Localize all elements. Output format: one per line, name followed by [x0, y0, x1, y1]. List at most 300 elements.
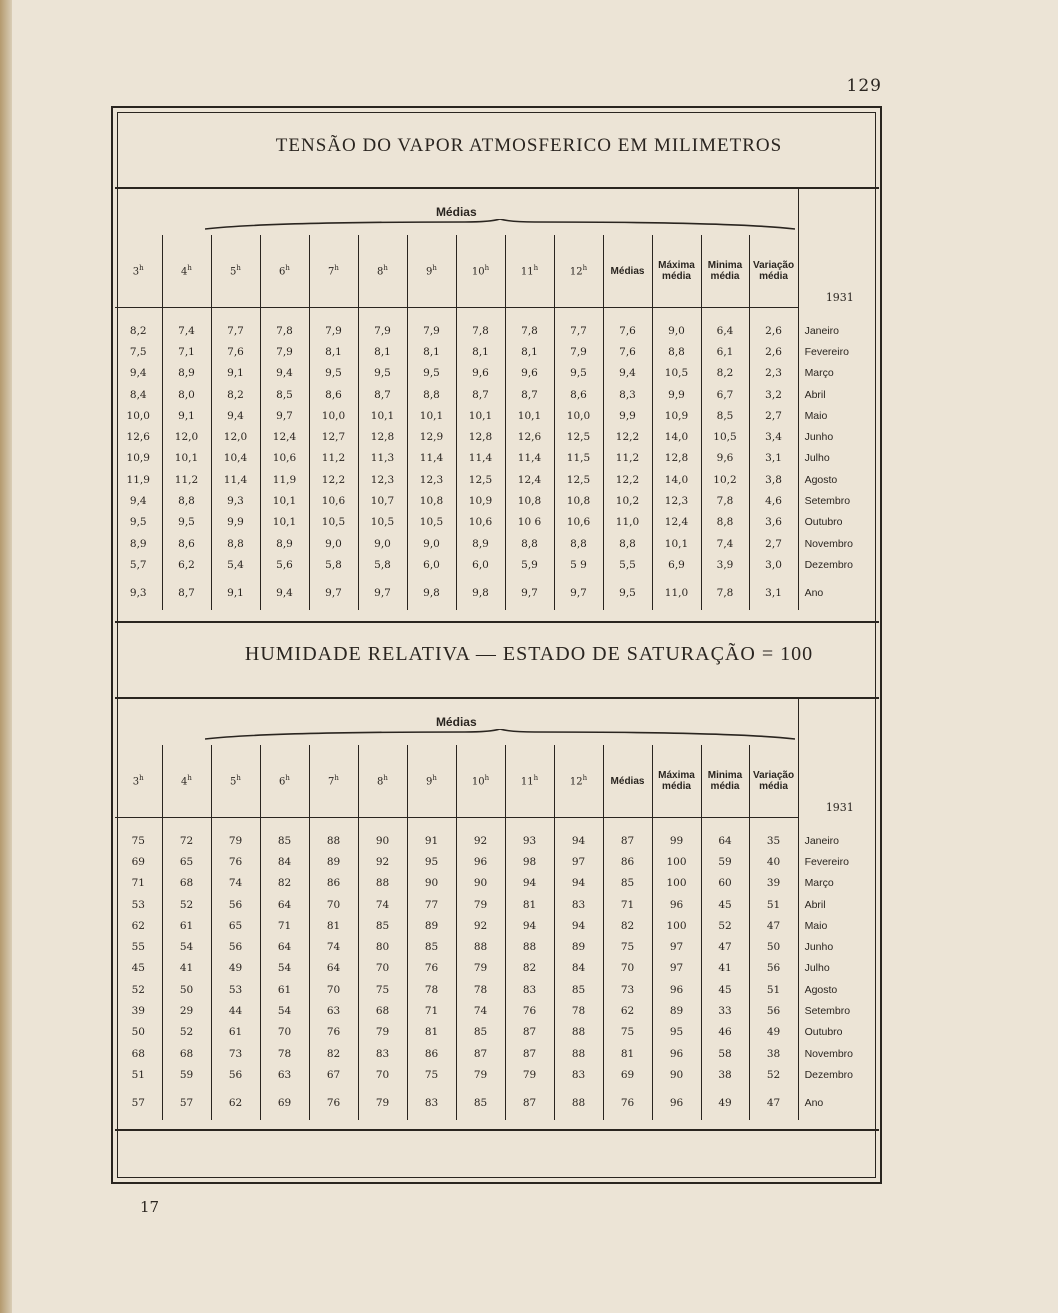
month-label: Maio — [798, 915, 881, 936]
table-cell: 7,8 — [260, 320, 309, 341]
table-cell: 70 — [603, 958, 652, 979]
table-cell: 10,4 — [211, 448, 260, 469]
table-cell: 9,6 — [456, 363, 505, 384]
table-cell: 85 — [456, 1086, 505, 1120]
table-cell: 8,6 — [309, 384, 358, 405]
month-label: Fevereiro — [798, 851, 881, 872]
table-cell: 8,9 — [162, 363, 211, 384]
table-cell: 81 — [603, 1043, 652, 1064]
table-cell: 83 — [505, 979, 554, 1000]
table-cell: 65 — [211, 915, 260, 936]
table-cell: 8,8 — [603, 533, 652, 554]
table-cell: 81 — [309, 915, 358, 936]
table-cell: 9,4 — [129, 367, 147, 380]
table-row — [115, 1022, 881, 1043]
month-label: Agosto — [798, 469, 881, 490]
table-cell: 56 — [211, 1064, 260, 1085]
table-cell: 50 — [162, 979, 211, 1000]
table-cell: 5,8 — [358, 554, 407, 575]
table-cell: 12,5 — [456, 469, 505, 490]
table-cell: 12,2 — [603, 426, 652, 447]
table-cell: 7,9 — [554, 341, 603, 362]
column-header: 7$^h$ — [309, 745, 358, 818]
table-cell: 75 — [358, 979, 407, 1000]
table-cell: 86 — [407, 1043, 456, 1064]
table-cell: 90 — [652, 1064, 701, 1085]
table-cell: 56 — [749, 1000, 798, 1021]
group-brace — [115, 219, 798, 231]
column-header: Variação média — [749, 235, 798, 308]
table-cell: 84 — [554, 958, 603, 979]
table-humidity — [115, 697, 879, 1131]
table-cell: 7,8 — [456, 320, 505, 341]
table-cell: 83 — [358, 1043, 407, 1064]
table-cell: 9,0 — [407, 533, 456, 554]
table-cell: 96 — [652, 1043, 701, 1064]
table-row — [115, 851, 881, 872]
table-cell: 11,5 — [554, 448, 603, 469]
table-cell: 79 — [358, 1022, 407, 1043]
table-row — [115, 554, 881, 575]
table-cell: 74 — [309, 936, 358, 957]
table-cell: 8,8 — [211, 533, 260, 554]
table-cell: 83 — [554, 894, 603, 915]
table-cell: 8,2 — [211, 384, 260, 405]
table-cell: 85 — [603, 873, 652, 894]
table-cell: 3,9 — [701, 554, 749, 575]
table-cell: 82 — [309, 1043, 358, 1064]
table-cell: 76 — [407, 958, 456, 979]
table-cell: 59 — [162, 1064, 211, 1085]
table-cell: 8,3 — [603, 384, 652, 405]
table-vapor — [115, 187, 879, 623]
table-row — [115, 958, 881, 979]
table-cell: 9,4 — [260, 576, 309, 610]
table-cell: 10,1 — [407, 405, 456, 426]
table-cell: 54 — [260, 958, 309, 979]
table-cell: 5,4 — [211, 554, 260, 575]
table-cell: 75 — [603, 1022, 652, 1043]
table-row — [115, 384, 881, 405]
table-cell: 3,2 — [749, 384, 798, 405]
table-cell: 8,7 — [505, 384, 554, 405]
table-cell: 85 — [260, 830, 309, 851]
table-cell: 97 — [652, 936, 701, 957]
table-cell: 72 — [162, 830, 211, 851]
table-cell: 61 — [211, 1022, 260, 1043]
table-cell: 9,5 — [162, 512, 211, 533]
table-cell: 3,1 — [749, 448, 798, 469]
table-cell: 90 — [456, 873, 505, 894]
table-row — [115, 1064, 881, 1085]
table-cell: 10,6 — [456, 512, 505, 533]
table-row — [115, 426, 881, 447]
table-cell: 56 — [211, 936, 260, 957]
table-cell: 9,5 — [358, 363, 407, 384]
month-label: Março — [798, 363, 881, 384]
table-cell: 97 — [554, 851, 603, 872]
table-cell: 7,9 — [407, 320, 456, 341]
table-cell: 87 — [505, 1086, 554, 1120]
column-header: 5$^h$ — [211, 235, 260, 308]
table-cell: 12,8 — [456, 426, 505, 447]
table-cell: 10,8 — [554, 490, 603, 511]
table-cell: 2,6 — [749, 341, 798, 362]
table-row — [115, 341, 881, 362]
table-cell: 49 — [749, 1022, 798, 1043]
table-cell: 11,4 — [456, 448, 505, 469]
table-cell: 70 — [358, 958, 407, 979]
table-cell: 94 — [554, 915, 603, 936]
table-cell: 88 — [456, 936, 505, 957]
section-title-vapor: TENSÃO DO VAPOR ATMOSFERICO EM MILIMETROS — [275, 135, 783, 156]
table-cell: 12,5 — [554, 469, 603, 490]
table-cell: 100 — [652, 873, 701, 894]
column-header: 3$^h$ — [115, 745, 162, 818]
month-label: Janeiro — [798, 830, 881, 851]
table-cell: 10,1 — [260, 512, 309, 533]
table-cell: 64 — [309, 958, 358, 979]
table-cell: 9,0 — [652, 320, 701, 341]
table-row — [115, 405, 881, 426]
table-cell: 96 — [652, 894, 701, 915]
month-label: Julho — [798, 448, 881, 469]
month-label: Maio — [798, 405, 881, 426]
table-cell: 9,8 — [407, 576, 456, 610]
table-cell: 75 — [407, 1064, 456, 1085]
table-cell: 8,4 — [129, 388, 147, 401]
table-cell: 68 — [131, 1047, 145, 1060]
column-header: 12$^h$ — [554, 235, 603, 308]
year-label: 1931 — [798, 699, 881, 818]
column-header: Máxima média — [652, 745, 701, 818]
table-cell: 49 — [701, 1086, 749, 1120]
table-cell: 69 — [131, 855, 145, 868]
table-cell: 96 — [652, 1086, 701, 1120]
table-cell: 11,9 — [260, 469, 309, 490]
table-cell: 85 — [407, 936, 456, 957]
table-cell: 84 — [260, 851, 309, 872]
page-number: 129 — [846, 76, 882, 96]
month-label: Julho — [798, 958, 881, 979]
column-header: 12$^h$ — [554, 745, 603, 818]
column-header: 3$^h$ — [115, 235, 162, 308]
table-cell: 60 — [701, 873, 749, 894]
table-cell: 9,3 — [129, 586, 147, 599]
table-cell: 41 — [701, 958, 749, 979]
column-header: 7$^h$ — [309, 235, 358, 308]
table-cell: 10,5 — [652, 363, 701, 384]
table-cell: 9,7 — [358, 576, 407, 610]
table-cell: 12,6 — [126, 431, 150, 444]
table-cell: 63 — [309, 1000, 358, 1021]
table-cell: 9,0 — [309, 533, 358, 554]
table-cell: 81 — [505, 894, 554, 915]
table-cell: 8,1 — [407, 341, 456, 362]
table-cell: 79 — [456, 894, 505, 915]
table-row — [115, 936, 881, 957]
table-cell: 10,1 — [652, 533, 701, 554]
table-cell: 10,6 — [260, 448, 309, 469]
table-cell: 10,9 — [126, 452, 150, 465]
table-cell: 78 — [260, 1043, 309, 1064]
table-cell: 14,0 — [652, 426, 701, 447]
table-cell: 8,8 — [554, 533, 603, 554]
year-label: 1931 — [798, 189, 881, 308]
table-cell: 52 — [749, 1064, 798, 1085]
table-cell: 8,8 — [407, 384, 456, 405]
table-cell: 9,1 — [211, 576, 260, 610]
month-label: Outubro — [798, 512, 881, 533]
table-cell: 79 — [358, 1086, 407, 1120]
table-cell: 9,4 — [260, 363, 309, 384]
table-cell: 83 — [407, 1086, 456, 1120]
table-cell: 6,0 — [407, 554, 456, 575]
table-cell: 5,7 — [129, 558, 147, 571]
table-cell: 10,1 — [358, 405, 407, 426]
table-cell: 10,1 — [162, 448, 211, 469]
table-cell: 89 — [309, 851, 358, 872]
month-label: Março — [798, 873, 881, 894]
column-header: 6$^h$ — [260, 745, 309, 818]
table-cell: 83 — [554, 1064, 603, 1085]
table-cell: 12,4 — [505, 469, 554, 490]
table-cell: 12,6 — [505, 426, 554, 447]
table-cell: 2,6 — [749, 320, 798, 341]
table-cell: 76 — [603, 1086, 652, 1120]
table-cell: 10,8 — [407, 490, 456, 511]
month-label: Setembro — [798, 1000, 881, 1021]
column-header: 8$^h$ — [358, 745, 407, 818]
table-cell: 94 — [554, 830, 603, 851]
table-cell: 9,9 — [603, 405, 652, 426]
table-cell: 12,4 — [652, 512, 701, 533]
table-cell: 11,0 — [652, 576, 701, 610]
table-cell: 64 — [701, 830, 749, 851]
table-cell: 8,0 — [162, 384, 211, 405]
table-cell: 10,9 — [456, 490, 505, 511]
table-cell: 38 — [701, 1064, 749, 1085]
section-title-humidity: HUMIDADE RELATIVA — ESTADO DE SATURAÇÃO = 100 — [244, 643, 814, 665]
table-cell: 100 — [652, 915, 701, 936]
table-cell: 76 — [211, 851, 260, 872]
table-row — [115, 830, 881, 851]
table-cell: 61 — [162, 915, 211, 936]
column-header: Médias — [603, 235, 652, 308]
table-cell: 6,1 — [701, 341, 749, 362]
table-cell: 9,5 — [603, 576, 652, 610]
table-cell: 3,1 — [749, 576, 798, 610]
table-cell: 74 — [211, 873, 260, 894]
table-cell: 99 — [652, 830, 701, 851]
table-cell: 10,2 — [701, 469, 749, 490]
table-cell: 12,2 — [309, 469, 358, 490]
table-cell: 8,5 — [260, 384, 309, 405]
table-cell: 10,5 — [407, 512, 456, 533]
table-cell: 9,4 — [603, 363, 652, 384]
table-cell: 62 — [211, 1086, 260, 1120]
table-cell: 11,4 — [211, 469, 260, 490]
column-header: Minima média — [701, 235, 749, 308]
table-cell: 10,5 — [309, 512, 358, 533]
table-cell: 7,4 — [162, 320, 211, 341]
table-cell: 75 — [603, 936, 652, 957]
column-header: Máxima média — [652, 235, 701, 308]
group-brace — [115, 729, 798, 741]
table-cell: 90 — [358, 830, 407, 851]
table-cell: 62 — [603, 1000, 652, 1021]
column-header: 4$^h$ — [162, 745, 211, 818]
table-cell: 71 — [407, 1000, 456, 1021]
data-table — [115, 189, 881, 610]
table-cell: 9,5 — [129, 516, 147, 529]
table-cell: 80 — [358, 936, 407, 957]
table-cell: 95 — [407, 851, 456, 872]
month-label: Novembro — [798, 1043, 881, 1064]
table-cell: 5,5 — [603, 554, 652, 575]
table-cell: 52 — [701, 915, 749, 936]
table-cell: 12,5 — [554, 426, 603, 447]
column-header: 8$^h$ — [358, 235, 407, 308]
table-cell: 8,1 — [456, 341, 505, 362]
column-header: Variação média — [749, 745, 798, 818]
column-header: 5$^h$ — [211, 745, 260, 818]
column-header: 11$^h$ — [505, 745, 554, 818]
table-cell: 91 — [407, 830, 456, 851]
table-cell: 78 — [407, 979, 456, 1000]
column-header: 10$^h$ — [456, 235, 505, 308]
table-row — [115, 320, 881, 341]
table-cell: 6,9 — [652, 554, 701, 575]
table-cell: 47 — [749, 1086, 798, 1120]
table-cell: 62 — [131, 919, 145, 932]
month-label: Dezembro — [798, 1064, 881, 1085]
table-cell: 10,2 — [603, 490, 652, 511]
table-cell: 9,1 — [211, 363, 260, 384]
group-label: Médias — [435, 715, 477, 729]
month-label: Janeiro — [798, 320, 881, 341]
table-cell: 40 — [749, 851, 798, 872]
table-cell: 12,7 — [309, 426, 358, 447]
table-cell: 76 — [505, 1000, 554, 1021]
table-cell: 9,1 — [162, 405, 211, 426]
table-cell: 95 — [652, 1022, 701, 1043]
table-cell: 44 — [211, 1000, 260, 1021]
table-cell: 9,0 — [358, 533, 407, 554]
table-cell: 3,8 — [749, 469, 798, 490]
table-cell: 85 — [554, 979, 603, 1000]
table-cell: 52 — [131, 983, 145, 996]
table-cell: 39 — [131, 1005, 145, 1018]
table-cell: 73 — [211, 1043, 260, 1064]
table-row — [115, 873, 881, 894]
table-cell: 5,6 — [260, 554, 309, 575]
column-header: 9$^h$ — [407, 745, 456, 818]
table-cell: 79 — [456, 1064, 505, 1085]
table-cell: 12,8 — [358, 426, 407, 447]
table-cell: 10,1 — [505, 405, 554, 426]
table-cell: 88 — [554, 1022, 603, 1043]
column-header: 11$^h$ — [505, 235, 554, 308]
table-cell: 74 — [456, 1000, 505, 1021]
table-cell: 69 — [260, 1086, 309, 1120]
table-cell: 8,1 — [358, 341, 407, 362]
table-cell: 7,1 — [162, 341, 211, 362]
table-cell: 12,0 — [162, 426, 211, 447]
table-cell: 8,6 — [554, 384, 603, 405]
table-cell: 10,5 — [358, 512, 407, 533]
table-cell: 76 — [309, 1086, 358, 1120]
table-cell: 3,6 — [749, 512, 798, 533]
table-cell: 8,2 — [129, 324, 147, 337]
table-cell: 8,9 — [260, 533, 309, 554]
table-cell: 71 — [131, 877, 145, 890]
table-cell: 41 — [162, 958, 211, 979]
table-cell: 3,0 — [749, 554, 798, 575]
table-cell: 51 — [131, 1068, 145, 1081]
table-cell: 10,6 — [309, 490, 358, 511]
month-label: Setembro — [798, 490, 881, 511]
table-cell: 7,8 — [505, 320, 554, 341]
table-cell: 5 9 — [554, 554, 603, 575]
table-cell: 68 — [358, 1000, 407, 1021]
month-label: Ano — [798, 576, 881, 610]
table-cell: 85 — [358, 915, 407, 936]
month-label: Junho — [798, 426, 881, 447]
table-cell: 77 — [407, 894, 456, 915]
month-label: Ano — [798, 1086, 881, 1120]
table-cell: 51 — [749, 979, 798, 1000]
table-cell: 38 — [749, 1043, 798, 1064]
month-label: Novembro — [798, 533, 881, 554]
table-cell: 33 — [701, 1000, 749, 1021]
table-cell: 12,8 — [652, 448, 701, 469]
table-cell: 3,4 — [749, 426, 798, 447]
month-label: Outubro — [798, 1022, 881, 1043]
table-cell: 6,0 — [456, 554, 505, 575]
table-cell: 11,9 — [126, 473, 150, 486]
table-cell: 7,9 — [358, 320, 407, 341]
table-cell: 7,7 — [554, 320, 603, 341]
table-cell: 9,9 — [652, 384, 701, 405]
table-cell: 79 — [456, 958, 505, 979]
table-cell: 88 — [554, 1043, 603, 1064]
column-header: 4$^h$ — [162, 235, 211, 308]
table-cell: 12,2 — [603, 469, 652, 490]
table-cell: 9,6 — [701, 448, 749, 469]
table-cell: 54 — [260, 1000, 309, 1021]
table-row — [115, 1000, 881, 1021]
table-cell: 9,8 — [456, 576, 505, 610]
table-cell: 75 — [131, 834, 145, 847]
table-cell: 82 — [603, 915, 652, 936]
table-cell: 10,8 — [505, 490, 554, 511]
table-cell: 74 — [358, 894, 407, 915]
table-cell: 7,5 — [129, 345, 147, 358]
table-cell: 12,4 — [260, 426, 309, 447]
table-cell: 12,3 — [652, 490, 701, 511]
table-cell: 9,5 — [554, 363, 603, 384]
table-cell: 10,9 — [652, 405, 701, 426]
table-cell: 45 — [131, 962, 145, 975]
table-cell: 35 — [749, 830, 798, 851]
table-cell: 82 — [505, 958, 554, 979]
table-cell: 8,9 — [129, 537, 147, 550]
table-cell: 78 — [456, 979, 505, 1000]
table-cell: 71 — [603, 894, 652, 915]
table-cell: 49 — [211, 958, 260, 979]
table-cell: 56 — [211, 894, 260, 915]
